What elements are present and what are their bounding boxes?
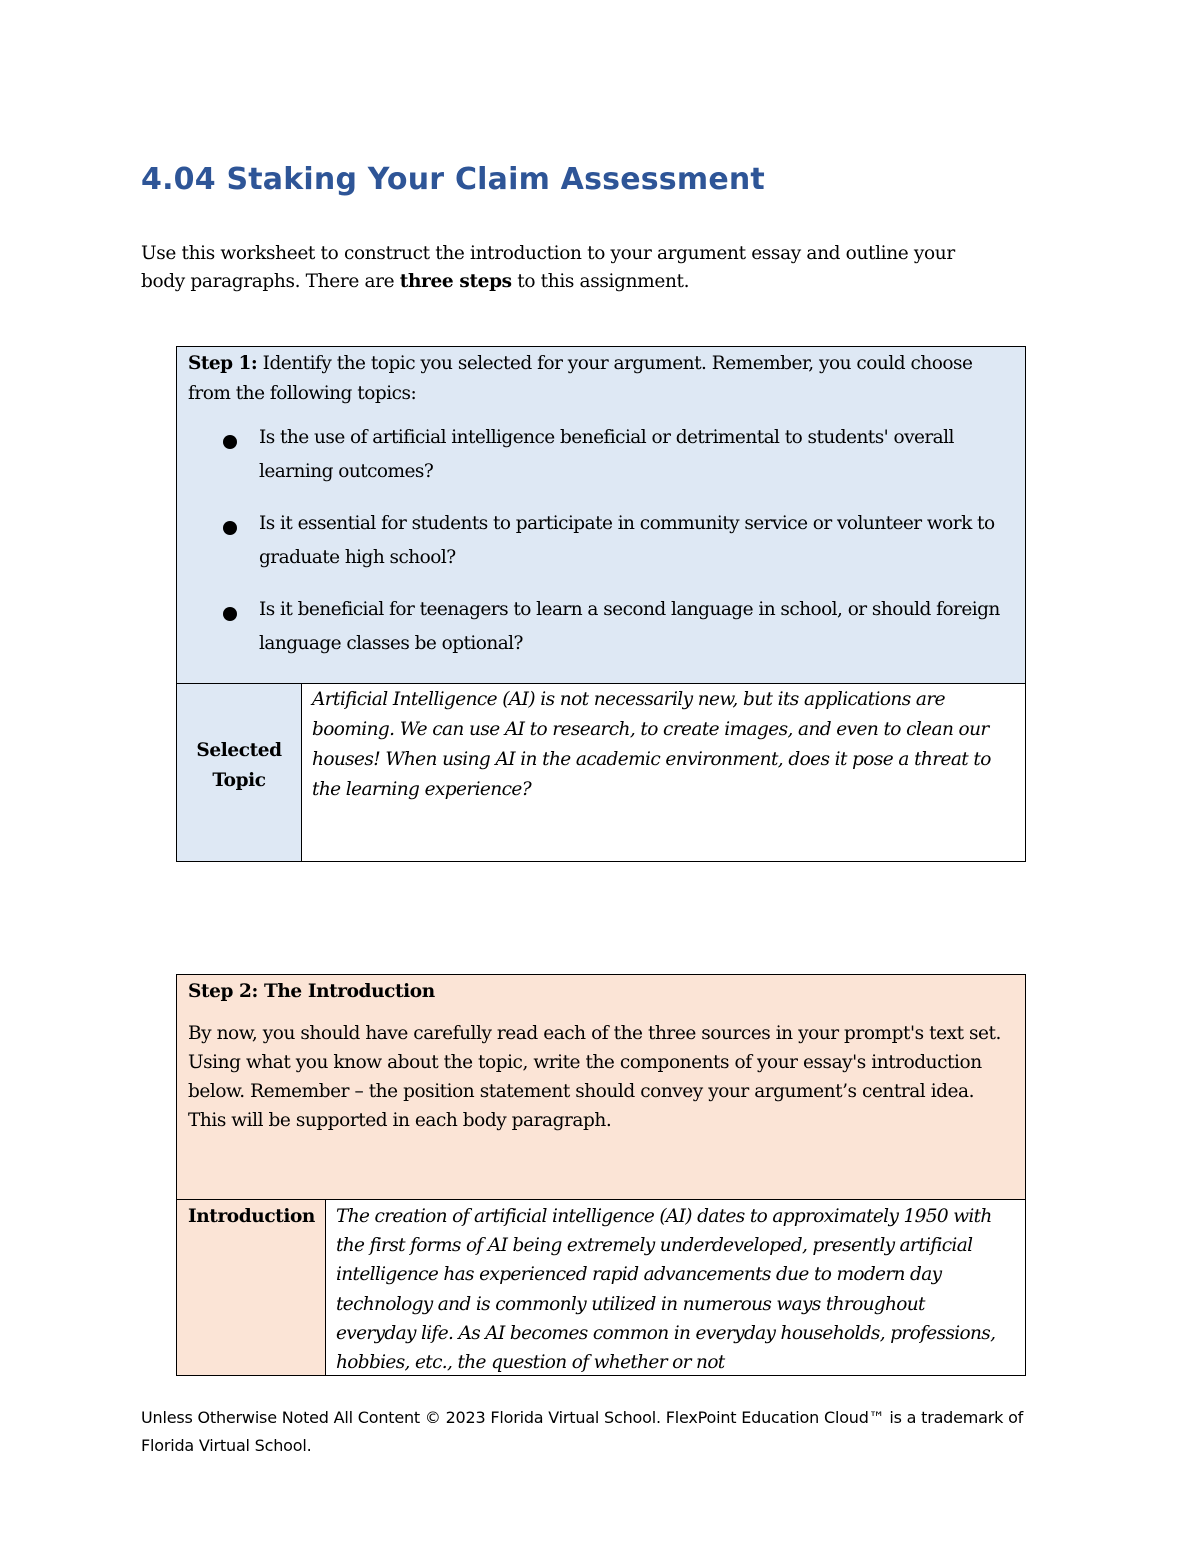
page-title: 4.04 Staking Your Claim Assessment bbox=[141, 162, 765, 197]
topic-list bbox=[177, 421, 1025, 661]
step1-instruction-text: Identify the topic you selected for your argument. Remember, you could choose from the following topics: bbox=[188, 353, 973, 404]
topic-list-item bbox=[223, 507, 1013, 575]
intro-text-start: Use this worksheet to construct the introduction to your argument essay and outline your body paragraphs. There are bbox=[141, 243, 955, 292]
selected-topic-answer[interactable]: Artificial Intelligence (AI) is not necessarily new, but its applications are booming. We can use AI to research, to create images, and even to clean our houses! When using AI in the academic environment, does it pose a threat to the learning experience? bbox=[302, 684, 1026, 862]
bullet-icon bbox=[223, 435, 237, 449]
topic-list-item bbox=[223, 421, 1013, 489]
step2-instructions-cell bbox=[177, 975, 1026, 1200]
step1-instructions-cell bbox=[177, 347, 1026, 684]
intro-text-end: to this assignment. bbox=[511, 271, 690, 292]
introduction-label: Introduction bbox=[177, 1200, 326, 1376]
bullet-icon bbox=[223, 607, 237, 621]
bullet-icon bbox=[223, 521, 237, 535]
introduction-answer[interactable]: The creation of artificial intelligence (AI) dates to approximately 1950 with the first forms of AI being extremely underdeveloped, presently artificial intelligence has experienced rapid advancements due to modern day technology and is commonly utilized in numerous ways throughout everyday life. As AI becomes common in everyday households, professions, hobbies, etc., the question of whether or not bbox=[336, 1206, 996, 1374]
topic-text: Is it essential for students to participate in community service or volunteer work to graduate high school? bbox=[259, 513, 995, 568]
intro-paragraph bbox=[141, 240, 1001, 296]
introduction-answer-cell[interactable] bbox=[326, 1200, 1026, 1376]
step2-instruction: By now, you should have carefully read each of the three sources in your prompt's text set. Using what you know about the topic, write the components of your essay's introduction below. Remember – the position statement should convey your argument’s central idea. This will be supported in each body paragraph. bbox=[188, 1023, 1001, 1131]
selected-topic-label: Selected Topic bbox=[177, 684, 302, 862]
step1-table bbox=[176, 346, 1026, 862]
intro-bold-phrase: three steps bbox=[399, 271, 512, 292]
topic-text: Is it beneficial for teenagers to learn a second language in school, or should foreign language classes be optional? bbox=[259, 599, 1000, 654]
topic-text: Is the use of artificial intelligence beneficial or detrimental to students' overall learning outcomes? bbox=[259, 427, 954, 482]
copyright-footer: Unless Otherwise Noted All Content © 2023 Florida Virtual School. FlexPoint Education Cloud™ is a trademark of Florida Virtual School. bbox=[141, 1408, 1024, 1455]
step1-instruction bbox=[177, 347, 1025, 409]
step2-title: Step 2: The Introduction bbox=[188, 981, 435, 1002]
step2-table bbox=[176, 974, 1026, 1376]
step1-label: Step 1: bbox=[188, 353, 258, 374]
topic-list-item bbox=[223, 593, 1013, 661]
